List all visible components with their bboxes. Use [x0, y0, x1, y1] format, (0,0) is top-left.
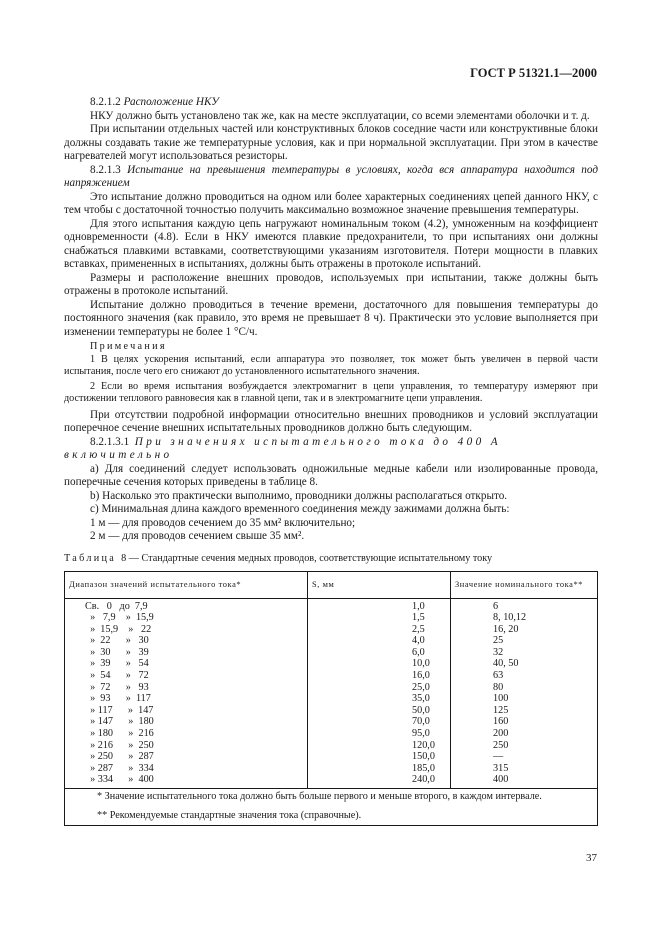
table-cell-rated-current: 100 — [451, 693, 598, 705]
table-cell-rated-current: 80 — [451, 682, 598, 694]
footnote: ** Рекомендуемые стандартные значения тока (справочные). — [97, 809, 362, 821]
document-body — [64, 96, 598, 826]
table-cell-range: » 93 » 117 — [65, 693, 308, 705]
table-cell-section: 25,0 — [308, 682, 451, 694]
table-cell-range: » 7,9 » 15,9 — [65, 612, 308, 624]
table-header-row — [65, 572, 598, 599]
table-cell-rated-current: 400 — [451, 774, 598, 788]
table-cell-rated-current: 40, 50 — [451, 658, 598, 670]
table-cell-rated-current: 8, 10,12 — [451, 612, 598, 624]
section-number: 8.2.1.3 — [90, 163, 121, 176]
table-cell-rated-current: 16, 20 — [451, 624, 598, 636]
table-cell-section: 150,0 — [308, 751, 451, 763]
list-item-c: с) Минимальная длина каждого временного соединения между зажимами должна быть: — [90, 503, 510, 515]
table-cell-rated-current: 6 — [451, 598, 598, 612]
table-row — [65, 751, 598, 763]
table-8 — [64, 571, 598, 826]
table-header-range: Диапазон значений испытательного тока* — [65, 572, 308, 599]
footnote: * Значение испытательного тока должно быть больше первого и меньше второго, в каждом интервале. — [97, 791, 542, 802]
table-cell-rated-current: 250 — [451, 740, 598, 752]
section-8-2-1-3-1-heading — [64, 436, 598, 463]
table-cell-rated-current: — — [451, 751, 598, 763]
table-cell-range: » 22 » 30 — [65, 635, 308, 647]
table-cell-section: 120,0 — [308, 740, 451, 752]
section-number: 8.2.1.2 — [90, 96, 121, 108]
paragraph: При отсутствии подробной информации относительно внешних проводников и условий эксплуатации поперечное сечение внешних испытательных проводников должно быть следующим. — [64, 408, 598, 434]
section-number: 8.2.1.3.1 — [90, 435, 130, 448]
section-8-2-1-3-heading — [64, 164, 598, 191]
page-number: 37 — [586, 852, 597, 864]
table-row — [65, 728, 598, 740]
table-cell-section: 10,0 — [308, 658, 451, 670]
note-item: 2 Если во время испытания возбуждается электромагнит в цепи управления, то температуру измеряют при достижении теплового равновесия как в главной цепи, так и в электромагните цепи управления. — [64, 380, 598, 404]
table-cell-range: » 117 » 147 — [65, 705, 308, 717]
table-row — [65, 763, 598, 775]
table-cell-range: » 180 » 216 — [65, 728, 308, 740]
table-cell-range: » 30 » 39 — [65, 647, 308, 659]
table-cell-range: » 147 » 180 — [65, 716, 308, 728]
table-cell-section: 16,0 — [308, 670, 451, 682]
list-item-c2: 2 м — для проводов сечением свыше 35 мм². — [90, 530, 305, 542]
list-item-c1: 1 м — для проводов сечением до 35 мм² включительно; — [90, 516, 356, 529]
section-8-2-1-2-heading — [64, 96, 598, 110]
section-title: Испытание на превышения температуры в условиях, когда вся аппаратура находится под напряжением — [64, 163, 599, 189]
paragraph: При испытании отдельных частей или конструктивных блоков соседние части или конструктивные блоки должны создавать такие же температурные условия, как и при нормальной эксплуатации. При этом в качестве нагревателей могут использоваться резисторы. — [64, 123, 598, 162]
table-cell-range: » 334 » 400 — [65, 774, 308, 788]
section-title: Расположение НКУ — [123, 96, 219, 108]
list-item-b: b) Насколько это практически выполнимо, проводники должны располагаться открыто. — [90, 489, 508, 502]
table-row — [65, 635, 598, 647]
section-title: При значениях испытательного тока до 400 А включительно — [64, 435, 502, 461]
table-row — [65, 647, 598, 659]
paragraph: Это испытание должно проводиться на одном или более характерных соединениях цепей данного НКУ, с тем чтобы с достаточной точностью получить максимально возможное значение превышения температуры. — [64, 190, 598, 216]
table-cell-section: 6,0 — [308, 647, 451, 659]
table-row — [65, 716, 598, 728]
table-cell-section: 50,0 — [308, 705, 451, 717]
notes-block — [64, 341, 598, 406]
table-cell-section: 70,0 — [308, 716, 451, 728]
document-header: ГОСТ Р 51321.1—2000 — [470, 66, 597, 80]
table-cell-rated-current: 32 — [451, 647, 598, 659]
table-cell-section: 4,0 — [308, 635, 451, 647]
table-cell-range: » 287 » 334 — [65, 763, 308, 775]
table-cell-rated-current: 25 — [451, 635, 598, 647]
table-row — [65, 624, 598, 636]
table-cell-rated-current: 200 — [451, 728, 598, 740]
table-cell-rated-current: 63 — [451, 670, 598, 682]
table-caption — [64, 552, 598, 566]
note-item: 1 В целях ускорения испытаний, если аппаратура это позволяет, ток может быть увеличен в первой части испытания, после чего его снижают до установленного испытательного значения. — [64, 353, 598, 377]
paragraph: НКУ должно быть установлено так же, как на месте эксплуатации, со всеми элементами оболочки и т. д. — [90, 109, 590, 122]
table-header-section: S, мм — [308, 572, 451, 599]
table-caption-text: 8 — Стандартные сечения медных проводов, соответствующие испытательному току — [121, 552, 493, 564]
table-cell-range: » 39 » 54 — [65, 658, 308, 670]
paragraph: Испытание должно проводиться в течение времени, достаточного для повышения температуры до постоянного значения (как правило, это время не превышает 8 ч). Практически это условие выполняется при изменении температуры не более 1 °С/ч. — [64, 298, 598, 338]
table-cell-range: » 216 » 250 — [65, 740, 308, 752]
table-row — [65, 705, 598, 717]
table-row — [65, 612, 598, 624]
table-header-rated-current: Значение номинального тока** — [451, 572, 598, 599]
table-cell-rated-current: 160 — [451, 716, 598, 728]
notes-title: Примечания — [90, 341, 167, 352]
list-item-a: а) Для соединений следует использовать одножильные медные кабели или изолированные провода, поперечные сечения которых приведены в таблице 8. — [64, 462, 598, 488]
table-cell-rated-current: 125 — [451, 705, 598, 717]
table-cell-section: 1,5 — [308, 612, 451, 624]
table-cell-section: 2,5 — [308, 624, 451, 636]
table-cell-range: » 54 » 72 — [65, 670, 308, 682]
table-row — [65, 693, 598, 705]
table-row — [65, 740, 598, 752]
table-row — [65, 774, 598, 788]
table-cell-range: » 72 » 93 — [65, 682, 308, 694]
table-footnotes — [65, 789, 598, 826]
table-row — [65, 670, 598, 682]
table-row — [65, 598, 598, 612]
table-cell-range: » 250 » 287 — [65, 751, 308, 763]
table-cell-range: » 15,9 » 22 — [65, 624, 308, 636]
table-cell-section: 1,0 — [308, 598, 451, 612]
table-row — [65, 658, 598, 670]
paragraph: Для этого испытания каждую цепь нагружают номинальным током (4.2), умноженным на коэффициент одновременности (4.8). Если в НКУ имеются плавкие предохранители, то при испытаниях они должны снабжаться плавкими вставками, соответствующими указаниям изготовителя. Потери мощности в плавких вставках, примененных в испытаниях, должны быть отражены в протоколе испытаний. — [64, 217, 598, 270]
table-cell-section: 185,0 — [308, 763, 451, 775]
table-cell-section: 35,0 — [308, 693, 451, 705]
table-cell-section: 240,0 — [308, 774, 451, 788]
table-label: Таблица — [64, 552, 117, 564]
table-cell-range: Св. 0 до 7,9 — [65, 598, 308, 612]
table-cell-section: 95,0 — [308, 728, 451, 740]
table-row — [65, 682, 598, 694]
table-cell-rated-current: 315 — [451, 763, 598, 775]
paragraph: Размеры и расположение внешних проводов, используемых при испытании, также должны быть отражены в протоколе испытаний. — [64, 271, 598, 297]
